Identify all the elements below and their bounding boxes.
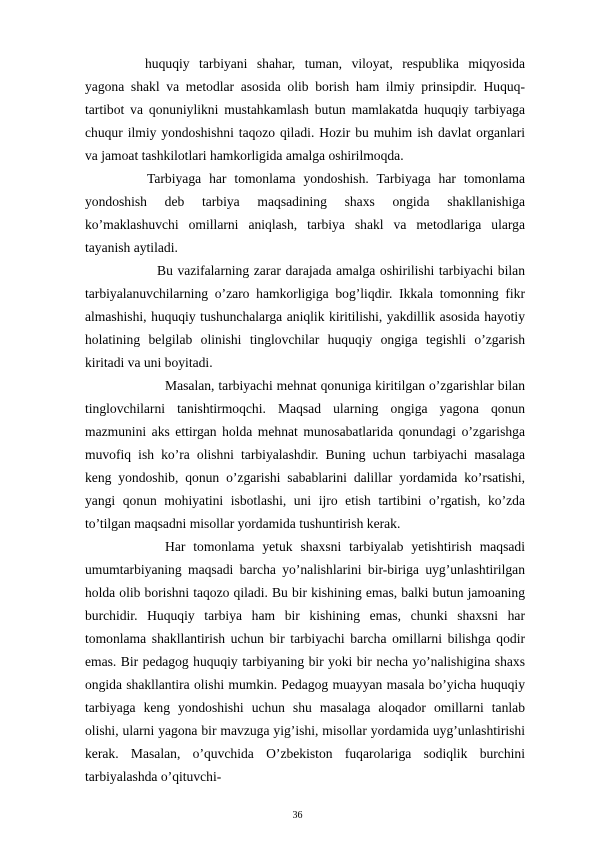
document-body xyxy=(85,52,525,788)
paragraph-1: huquqiy tarbiyani shahar, tuman, viloyat, respublika miqyosida yagona shakl va metodlar asosida olib borish ham ilmiy prinsipdir. Huquq-tartibot va qonuniylikni mustahkamlash butun mamlakatda huquqiy tarbiyaga chuqur ilmiy yondoshishni taqozo qiladi. Hozir bu muhim ish davlat organlari va jamoat tashkilotlari hamkorligida amalga oshirilmoqda. xyxy=(85,56,525,163)
paragraph-4: Masalan, tarbiyachi mehnat qonuniga kiritilgan o’zgarishlar bilan tinglovchilarni tanishtirmoqchi. Maqsad ularning ongiga yagona qonun mazmunini aks ettirgan holda mehnat munosabatlarida qonundagi o’zgarishga muvofiq ish ko’ra olishni tarbiyalashdir. Buning uchun tarbiyachi masalaga keng yondoshib, qonun o’zgarishi sabablarini dalillar yordamida ko’rsatishi, yangi qonun mohiyatini isbotlashi, uni ijro etish tartibini o’rgatish, ko’zda to’tilgan maqsadni misollar yordamida tushuntirish kerak. xyxy=(85,378,525,531)
paragraph-5: Har tomonlama yetuk shaxsni tarbiyalab yetishtirish maqsadi umumtarbiyaning maqsadi barcha yo’nalishlarini bir-biriga uyg’unlashtirilgan holda olib borishni taqozo qiladi. Bu bir kishining emas, balki butun jamoaning burchidir. Huquqiy tarbiya ham bir kishining emas, chunki shaxsni har tomonlama shakllantirish uchun bir tarbiyachi barcha omillarni bilishga qodir emas. Bir pedagog huquqiy tarbiyaning bir yoki bir necha yo’nalishigina shaxs ongida shakllantira olishi mumkin. Pedagog muayyan masala bo’yicha huquqiy tarbiyaga keng yondoshishi uchun shu masalaga aloqador omillarni tanlab olishi, ularni yagona bir mavzuga yig’ishi, misollar yordamida uyg’unlashtirishi kerak. Masalan, o’quvchida O’zbekiston fuqarolariga sodiqlik burchini tarbiyalashda o’qituvchi- xyxy=(85,539,525,784)
paragraph-2: Tarbiyaga har tomonlama yondoshish. Tarbiyaga har tomonlama yondoshish deb tarbiya maqsadining shaxs ongida shakllanishiga ko’maklashuvchi omillarni aniqlash, tarbiya shakl va metodlariga ularga tayanish aytiladi. xyxy=(85,171,525,255)
paragraph-3: Bu vazifalarning zarar darajada amalga oshirilishi tarbiyachi bilan tarbiyalanuvchilarning o’zaro hamkorligiga bog’liqdir. Ikkala tomonning fikr almashishi, huquqiy tushunchalarga aniqlik kiritilishi, yakdillik asosida hayotiy holatining belgilab olinishi tinglovchilar huquqiy ongiga tegishli o’zgarish kiritadi va uni boyitadi. xyxy=(85,263,525,370)
page-number: 36 xyxy=(292,810,303,821)
